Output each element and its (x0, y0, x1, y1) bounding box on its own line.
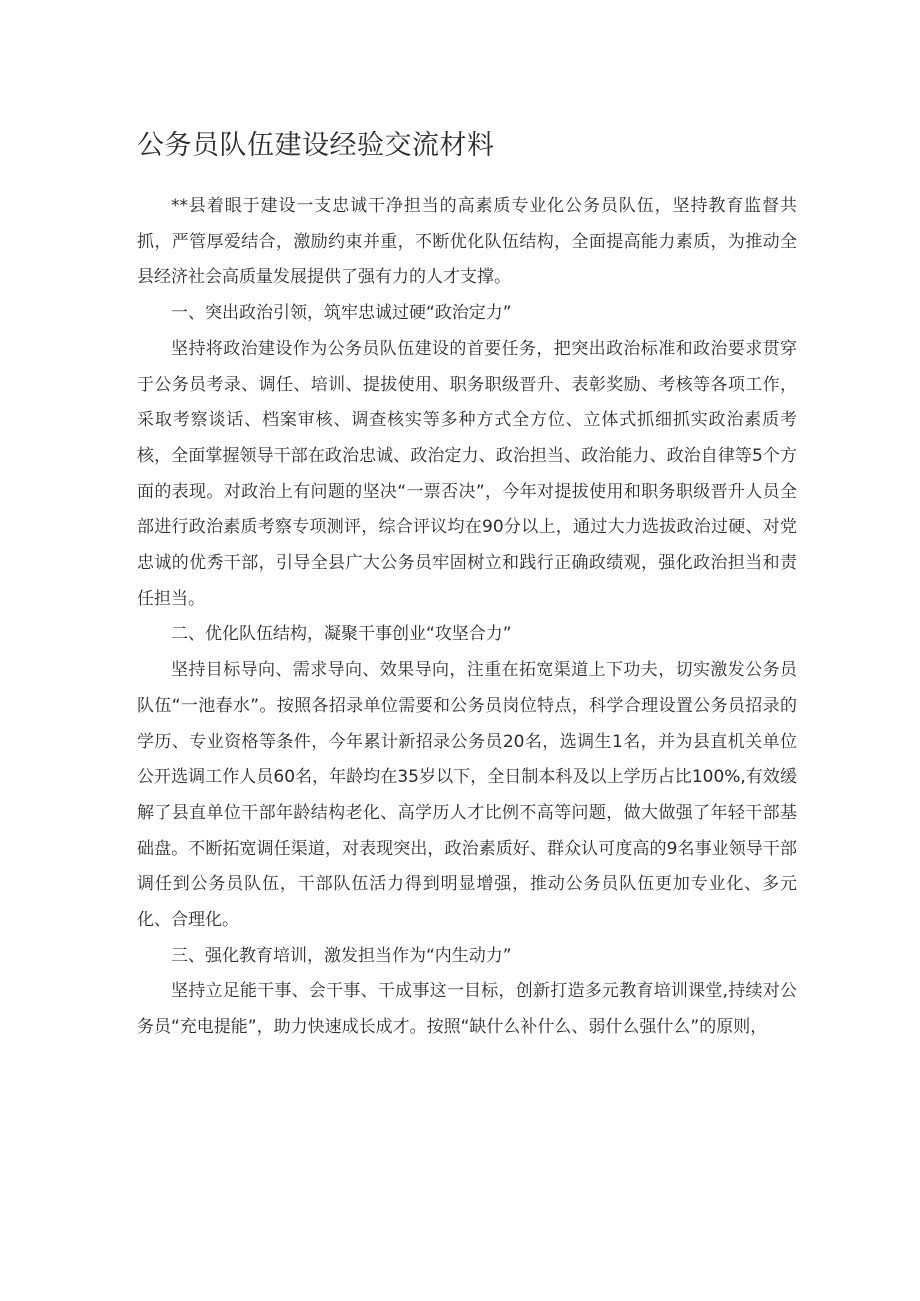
document-title: 公务员队伍建设经验交流材料 (137, 130, 495, 161)
section-heading: 二、优化队伍结构，凝聚干事创业“攻坚合力” (171, 624, 512, 645)
section-heading: 一、突出政治引领，筑牢忠诚过硬“政治定力” (171, 303, 512, 324)
section-paragraph: 坚持将政治建设作为公务员队伍建设的首要任务，把突出政治标准和政治要求贯穿于公务员考录、调任、培训、提拔使用、职务职级晋升、表彰奖励、考核等各项工作，采取考察谈话、档案审核、调查核实等多种方式全方位、立体式抓细抓实政治素质考核，全面掌握领导干部在政治忠诚、政治定力、政治担当、政治能力、政治自律等5个方面的表现。对政治上有问题的坚决“一票否决”，今年对提拔使用和职务职级晋升人员全部进行政治素质考察专项测评，综合评议均在90分以上，通过大力选拔政治过硬、对党忠诚的优秀干部，引导全县广大公务员牢固树立和践行正确政绩观，强化政治担当和责任担当。 (137, 338, 797, 609)
section-heading: 三、强化教育培训，激发担当作为“内生动力” (171, 945, 512, 966)
section-paragraph: 坚持立足能干事、会干事、干成事这一目标，创新打造多元教育培训课堂,持续对公务员“充电提能”，助力快速成长成才。按照“缺什么补什么、弱什么强什么”的原则， (137, 981, 797, 1038)
document-body (137, 189, 797, 1046)
section-paragraph: 坚持目标导向、需求导向、效果导向，注重在拓宽渠道上下功夫，切实激发公务员队伍“一池春水”。按照各招录单位需要和公务员岗位特点，科学合理设置公务员招录的学历、专业资格等条件，今年累计新招录公务员20名，选调生1名，并为县直机关单位公开选调工作人员60名，年龄均在35岁以下，全日制本科及以上学历占比100%,有效缓解了县直单位干部年龄结构老化、高学历人才比例不高等问题，做大做强了年轻干部基础盘。不断拓宽调任渠道，对表现突出，政治素质好、群众认可度高的9名事业领导干部调任到公务员队伍，干部队伍活力得到明显增强，推动公务员队伍更加专业化、多元化、合理化。 (137, 660, 797, 931)
intro-paragraph: **县着眼于建设一支忠诚干净担当的高素质专业化公务员队伍，坚持教育监督共抓，严管厚爱结合，激励约束并重，不断优化队伍结构，全面提高能力素质，为推动全县经济社会高质量发展提供了强有力的人才支撑。 (137, 196, 797, 288)
